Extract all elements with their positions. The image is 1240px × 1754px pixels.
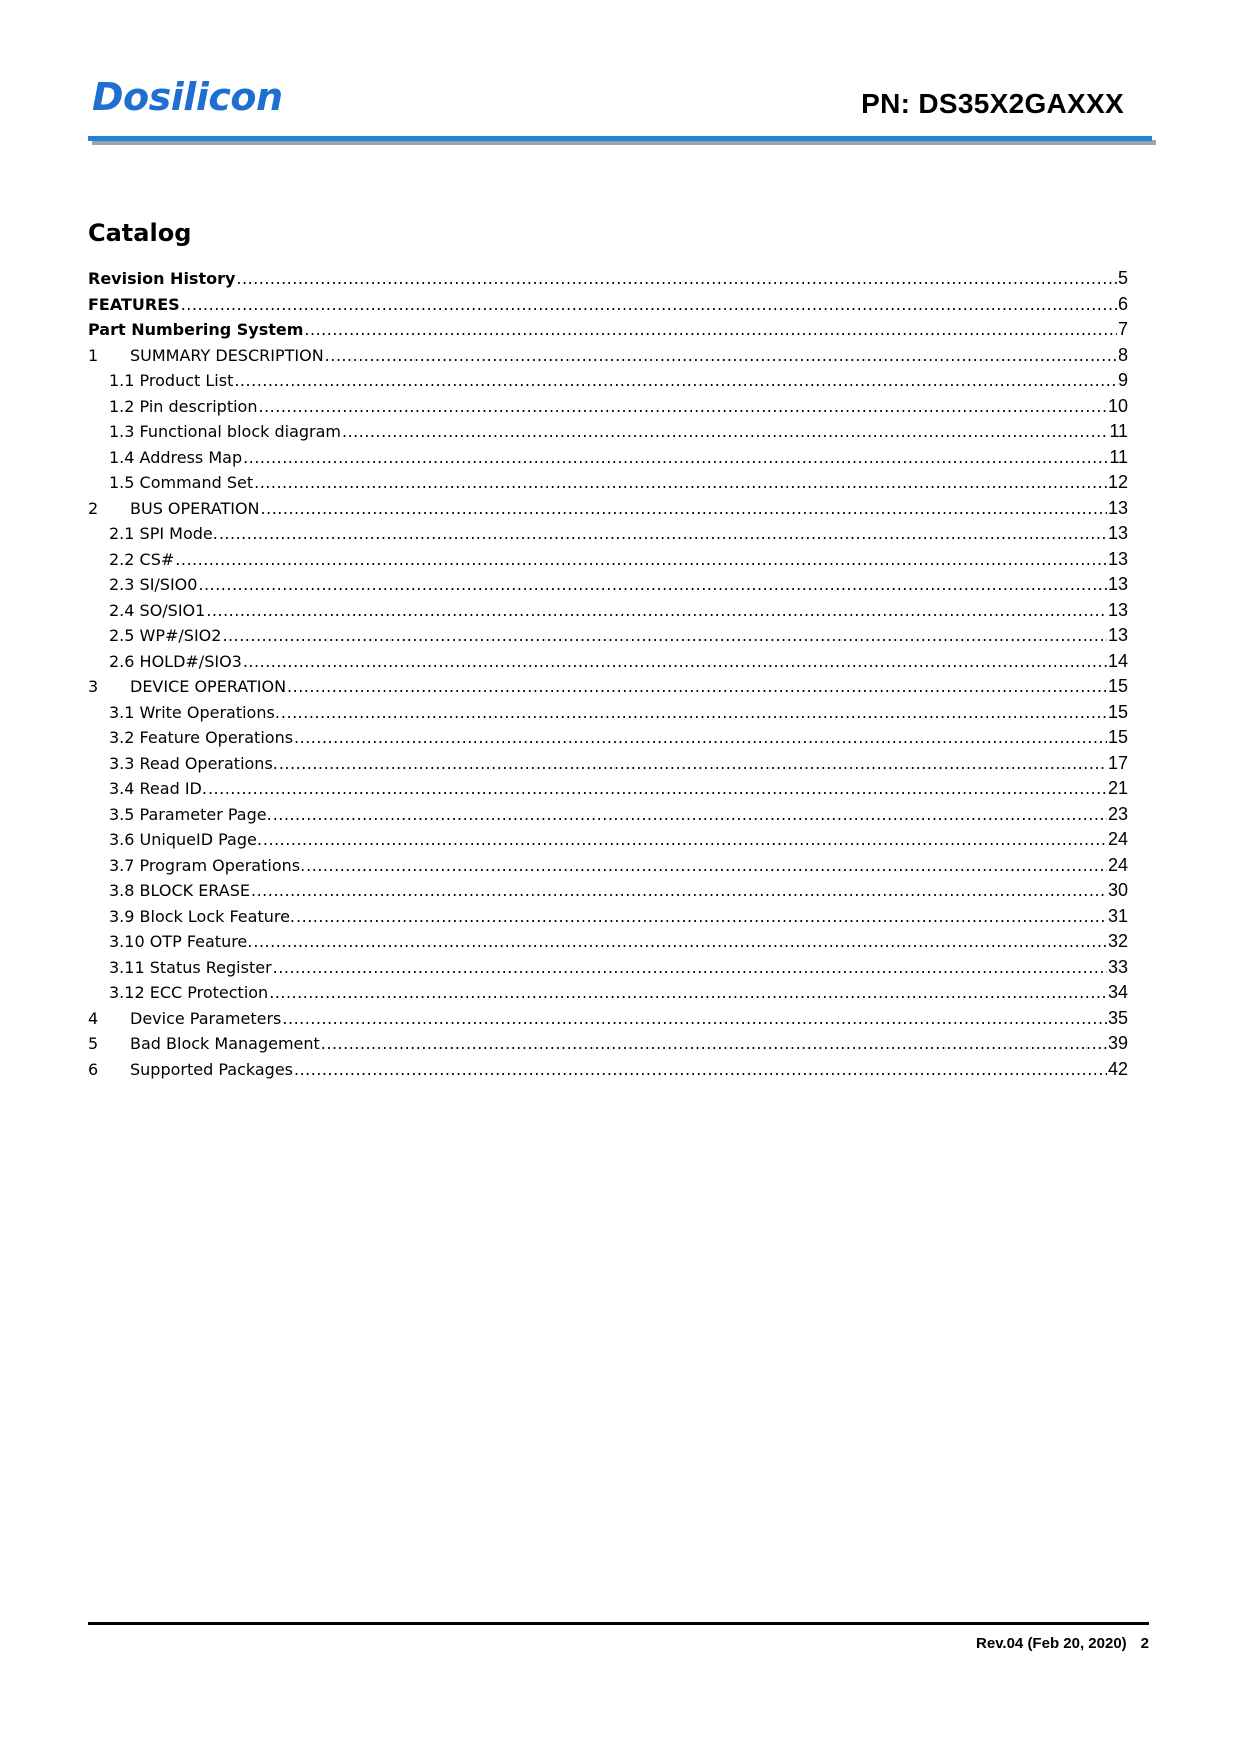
toc-leader-dots [208,776,1107,802]
toc-entry[interactable] [88,802,1128,828]
toc-entry-number: 4 [88,1008,99,1028]
toc-entry-page: 17 [1107,752,1128,773]
toc-entry[interactable] [88,317,1128,343]
toc-entry[interactable] [88,445,1128,471]
toc-entry-page: 14 [1107,650,1128,671]
toc-entry[interactable] [88,929,1128,955]
toc-leader-dots [325,343,1117,369]
toc-leader-dots [261,496,1107,522]
toc-entry[interactable] [88,598,1128,624]
toc-entry-page: 13 [1107,523,1128,543]
toc-entry[interactable] [88,674,1128,700]
toc-entry[interactable] [88,955,1128,981]
toc-leader-dots [253,929,1107,955]
toc-entry[interactable] [88,1031,1128,1057]
toc-entry-title: 1.4 Address Map [109,447,243,467]
toc-leader-dots [306,853,1107,879]
toc-entry-title: 3.12 ECC Protection [109,983,269,1002]
toc-leader-dots [296,904,1107,930]
toc-entry-page: 33 [1107,956,1128,977]
toc-leader-dots [251,878,1107,904]
toc-entry[interactable] [88,496,1128,522]
toc-entry-title: 1.5 Command Set [109,473,254,492]
toc-entry-title: Supported Packages [130,1059,293,1079]
toc-leader-dots [258,394,1107,420]
toc-entry-page: 7 [1117,319,1128,339]
toc-leader-dots [206,598,1107,624]
toc-entry-page: 9 [1117,370,1128,390]
toc-entry-page: 5 [1117,268,1128,288]
toc-entry-title: Part Numbering System [88,320,304,339]
toc-entry[interactable] [88,904,1128,930]
toc-entry-title: Bad Block Management [130,1034,320,1053]
toc-leader-dots [294,725,1107,751]
toc-entry-title: DEVICE OPERATION [130,677,287,696]
toc-leader-dots [234,368,1117,394]
footer-rule [88,1622,1149,1625]
toc-entry[interactable] [88,725,1128,751]
toc-entry-title: 2.5 WP#/SIO2 [109,626,222,645]
toc-entry-title: SUMMARY DESCRIPTION [130,345,324,365]
toc-entry-title: 2.2 CS# [109,549,175,569]
toc-entry-title: 3.9 Block Lock Feature. [109,906,296,926]
toc-entry-page: 31 [1107,905,1128,926]
toc-entry[interactable] [88,853,1128,879]
toc-entry-page: 13 [1107,497,1128,518]
toc-entry-page: 21 [1107,778,1128,798]
toc-leader-dots [181,292,1117,318]
toc-entry-page: 12 [1107,472,1128,492]
toc-entry-page: 13 [1107,574,1128,594]
toc-entry[interactable] [88,751,1128,777]
toc-entry-number: 3 [88,677,99,696]
toc-entry-page: 24 [1107,829,1128,849]
page-number: 2 [1140,1635,1149,1652]
toc-entry[interactable] [88,521,1128,547]
toc-leader-dots [269,980,1107,1006]
toc-entry-number: 2 [88,498,99,518]
toc-leader-dots [279,751,1107,777]
toc-entry[interactable] [88,623,1128,649]
toc-entry-title: 1.3 Functional block diagram [109,422,341,441]
toc-entry-title: 3.1 Write Operations. [109,702,280,722]
header-rule [88,136,1152,141]
toc-entry-title: 2.3 SI/SIO0 [109,575,198,594]
toc-entry[interactable] [88,292,1128,318]
toc-leader-dots [198,572,1107,598]
toc-entry-title: 3.6 UniqueID Page. [109,830,262,849]
toc-leader-dots [282,1006,1107,1032]
toc-leader-dots [281,700,1107,726]
toc-entry[interactable] [88,470,1128,496]
toc-leader-dots [263,827,1107,853]
toc-entry-title: 3.8 BLOCK ERASE [109,881,250,900]
toc-leader-dots [243,649,1107,675]
toc-entry-title: 3.4 Read ID. [109,779,207,798]
toc-entry-title: Revision History [88,269,236,288]
toc-entry[interactable] [88,1057,1128,1083]
toc-entry-title: 3.2 Feature Operations [109,728,294,747]
toc-entry-page: 8 [1117,344,1128,365]
toc-entry-page: 35 [1107,1007,1128,1028]
toc-entry-page: 32 [1107,931,1128,951]
toc-entry-title: 1.1 Product List [109,371,234,390]
toc-entry-page: 24 [1107,854,1128,875]
toc-leader-dots [287,674,1107,700]
toc-entry-title: 2.4 SO/SIO1 [109,600,206,620]
toc-entry-page: 39 [1107,1033,1128,1053]
part-number: PN: DS35X2GAXXX [861,88,1124,119]
toc-entry-title: 1.2 Pin description [109,396,258,416]
toc-entry[interactable] [88,700,1128,726]
toc-leader-dots [294,1057,1107,1083]
toc-entry[interactable] [88,827,1128,853]
footer [976,1636,1149,1651]
page-title: Catalog [88,219,192,248]
toc-leader-dots [219,521,1107,547]
toc-entry[interactable] [88,394,1128,420]
toc-leader-dots [236,266,1117,292]
toc-entry-page: 30 [1107,880,1128,900]
toc-entry-number: 5 [88,1034,99,1053]
toc-entry-title: 2.1 SPI Mode. [109,524,218,543]
toc-entry[interactable] [88,980,1128,1006]
toc-entry-page: 11 [1109,446,1128,467]
toc-entry[interactable] [88,343,1128,369]
toc-entry-title: 3.11 Status Register [109,957,272,977]
toc-entry-page: 23 [1107,803,1128,824]
toc-leader-dots [175,547,1107,573]
toc-entry-page: 6 [1117,293,1128,314]
toc-entry-title: 3.7 Program Operations. [109,855,306,875]
toc-entry-title: FEATURES [88,294,180,314]
toc-entry[interactable] [88,266,1128,292]
toc-leader-dots [254,470,1107,496]
toc-entry-page: 13 [1107,625,1128,645]
toc-entry[interactable] [88,547,1128,573]
toc-entry[interactable] [88,368,1128,394]
toc-leader-dots [304,317,1117,343]
toc-leader-dots [273,802,1107,828]
toc-entry[interactable] [88,649,1128,675]
toc-entry-page: 11 [1109,421,1128,441]
toc-entry-page: 10 [1107,395,1128,416]
toc-entry-page: 15 [1107,676,1128,696]
toc-entry-number: 6 [88,1059,99,1079]
toc-leader-dots [222,623,1107,649]
toc-entry-title: BUS OPERATION [130,498,260,518]
toc-entry-title: 2.6 HOLD#/SIO3 [109,651,242,671]
toc-entry-title: 3.10 OTP Feature. [109,932,253,951]
toc-entry-page: 15 [1107,727,1128,747]
toc-leader-dots [321,1031,1107,1057]
toc-entry-page: 34 [1107,982,1128,1002]
revision-label: Rev.04 (Feb 20, 2020) [976,1635,1127,1652]
toc-leader-dots [273,955,1107,981]
toc-entry[interactable] [88,572,1128,598]
company-logo: Dosilicon [92,75,283,119]
toc-entry-page: 13 [1107,599,1128,620]
toc-entry[interactable] [88,776,1128,802]
toc-leader-dots [243,445,1108,471]
toc-entry[interactable] [88,1006,1128,1032]
toc-entry-title: 3.3 Read Operations. [109,753,278,773]
toc-entry-page: 15 [1107,701,1128,722]
table-of-contents [88,266,1128,1082]
toc-entry[interactable] [88,419,1128,445]
toc-leader-dots [342,419,1108,445]
toc-entry-number: 1 [88,345,99,365]
toc-entry-title: 3.5 Parameter Page. [109,804,272,824]
toc-entry-title: Device Parameters [130,1008,282,1028]
toc-entry-page: 42 [1107,1058,1128,1079]
toc-entry[interactable] [88,878,1128,904]
toc-entry-page: 13 [1107,548,1128,569]
